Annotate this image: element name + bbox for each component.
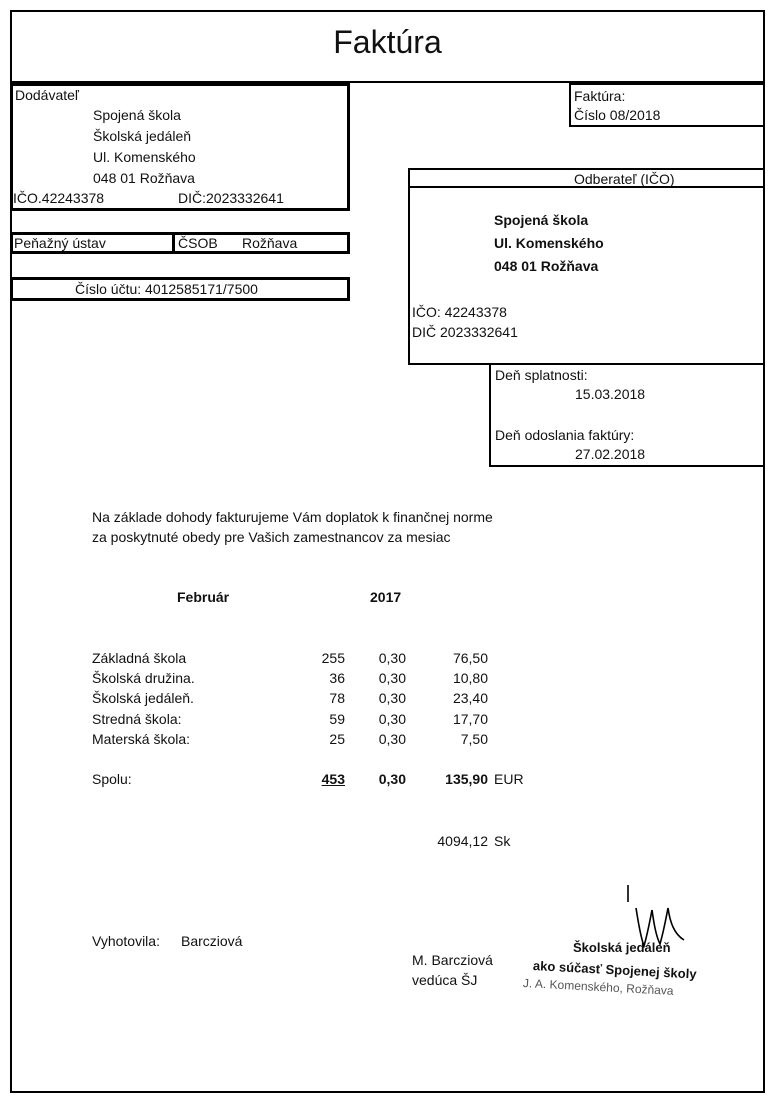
sum-price: 0,30: [378, 771, 406, 787]
supplier-label: Dodávateľ: [15, 87, 80, 103]
intro-line-2: za poskytnuté obedy pre Vašich zamestnancov za mesiac: [92, 529, 451, 545]
customer-line-2: Ul. Komenského: [494, 235, 604, 251]
item-name: Školská družina.: [92, 670, 195, 686]
item-price: 0,30: [378, 711, 406, 727]
stamp-line-3: J. A. Komenského, Rožňava: [522, 976, 674, 998]
bank-label: Peňažný ústav: [14, 235, 106, 251]
item-total: 17,70: [452, 711, 488, 727]
customer-line-1: Spojená škola: [494, 212, 589, 228]
prepared-name: Barcziová: [181, 933, 243, 949]
supplier-line-2: Školská jedáleň: [93, 128, 192, 144]
customer-ico: IČO: 42243378: [412, 304, 507, 320]
sk-currency: Sk: [494, 833, 511, 849]
signatory-name: M. Barcziová: [412, 952, 493, 968]
bank-name: ČSOB: [178, 235, 218, 251]
sum-currency: EUR: [494, 771, 524, 787]
item-name: Stredná škola:: [92, 711, 182, 727]
item-name: Materská škola:: [92, 731, 191, 747]
title-bar: [10, 10, 765, 83]
supplier-line-4: 048 01 Rožňava: [93, 170, 195, 186]
page-title: Faktúra: [333, 24, 442, 60]
item-qty: 255: [321, 650, 345, 666]
sum-label: Spolu:: [92, 771, 132, 787]
sk-value: 4094,12: [437, 833, 488, 849]
period-year: 2017: [370, 589, 402, 605]
invoice-number: Číslo 08/2018: [574, 107, 661, 123]
item-price: 0,30: [378, 670, 406, 686]
item-qty: 59: [329, 711, 345, 727]
supplier-line-1: Spojená škola: [93, 107, 181, 123]
stamp-line-2: ako súčasť Spojenej školy: [532, 958, 697, 982]
stamp-line-1: Školská jedáleň: [573, 940, 671, 955]
customer-line-3: 048 01 Rožňava: [494, 258, 599, 274]
item-total: 23,40: [452, 690, 488, 706]
item-qty: 25: [329, 731, 345, 747]
sum-qty: 453: [321, 771, 345, 787]
customer-dic: DIČ 2023332641: [412, 324, 518, 340]
supplier-line-3: Ul. Komenského: [93, 149, 196, 165]
supplier-dic: DIČ:2023332641: [178, 190, 284, 206]
item-qty: 78: [329, 690, 345, 706]
invoice-label: Faktúra:: [574, 88, 626, 104]
due-date: 15.03.2018: [575, 386, 646, 402]
bank-city: Rožňava: [242, 235, 298, 251]
item-total: 10,80: [452, 670, 488, 686]
item-price: 0,30: [378, 731, 406, 747]
account-number: Číslo účtu: 4012585171/7500: [75, 281, 258, 297]
sent-date: 27.02.2018: [575, 446, 646, 462]
prepared-label: Vyhotovila:: [92, 933, 160, 949]
bank-divider: [172, 232, 175, 254]
period-month: Február: [177, 589, 230, 605]
due-label: Deň splatnosti:: [495, 367, 588, 383]
item-qty: 36: [329, 670, 345, 686]
sent-label: Deň odoslania faktúry:: [495, 427, 635, 443]
item-total: 7,50: [460, 731, 488, 747]
signatory-role: vedúca ŠJ: [412, 972, 478, 988]
item-price: 0,30: [378, 650, 406, 666]
supplier-ico: IČO.42243378: [13, 190, 105, 206]
item-price: 0,30: [378, 690, 406, 706]
sum-total: 135,90: [445, 771, 488, 787]
customer-label: Odberateľ (IČO): [574, 171, 675, 187]
intro-line-1: Na základe dohody fakturujeme Vám doplatok k finančnej norme: [92, 509, 493, 525]
signature-icon: [600, 880, 710, 960]
item-name: Školská jedáleň.: [92, 690, 194, 706]
item-total: 76,50: [452, 650, 488, 666]
item-name: Základná škola: [92, 650, 187, 666]
